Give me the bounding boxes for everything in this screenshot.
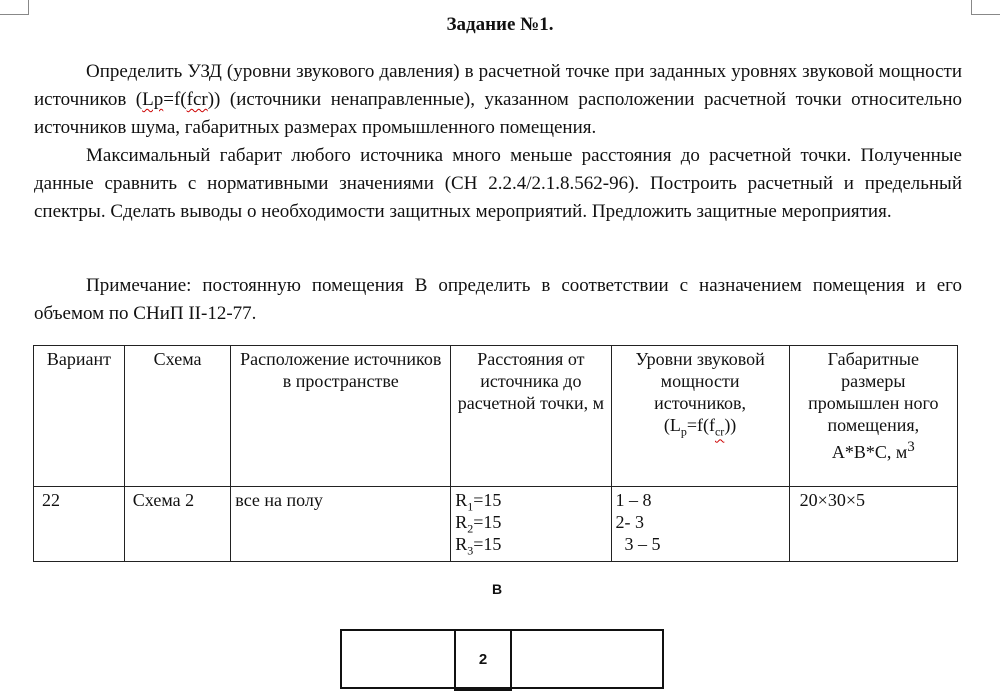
task-paragraph-1 xyxy=(34,58,962,142)
header-distance: Расстояния от источника до расчетной точки, м xyxy=(451,346,611,487)
variant-table xyxy=(33,345,958,562)
table-row xyxy=(34,487,958,562)
distance-label: R xyxy=(455,534,468,554)
scheme-label: B xyxy=(492,581,503,597)
task-paragraph-2: Максимальный габарит любого источника много меньше расстояния до расчетной точки. Полученные данные сравнить с нормативными значениями (СН 2.2.4/2.1.8.562-96). Построить расчетный и предельный спектры. Сделать выводы о необходимости защитных мероприятий. Предложить защитные мероприятия. xyxy=(34,145,962,222)
page-corner-mark-left xyxy=(0,0,29,15)
header-variant: Вариант xyxy=(34,346,125,487)
header-power xyxy=(611,346,789,487)
cell-placement: все на полу xyxy=(231,487,451,562)
distance-r2 xyxy=(455,511,606,536)
formula-end: )) xyxy=(724,415,737,435)
formula-sub-p: p xyxy=(680,424,687,439)
header-placement: Расположение источников в пространстве xyxy=(231,346,451,487)
table-header-row xyxy=(34,346,958,487)
distance-r1 xyxy=(455,489,606,514)
distance-sub: 2 xyxy=(467,521,474,536)
p1-text-before: Определить УЗД (уровни звукового давления) в расчетной точке при заданных уровнях звуковой мощности источников ( xyxy=(34,61,962,110)
p1-spellcheck-lp: Lp xyxy=(142,89,164,110)
header-dimensions-text: Габаритные размеры промышлен ного помещения, xyxy=(808,349,939,435)
header-dimensions-sup: 3 xyxy=(907,439,915,455)
cell-scheme: Схема 2 xyxy=(124,487,231,562)
distance-label: R xyxy=(455,512,468,532)
distance-sub: 1 xyxy=(467,499,474,514)
scheme-room-outline xyxy=(340,629,664,689)
power-level-2: 2- 3 xyxy=(615,512,644,532)
power-level-3: 3 – 5 xyxy=(615,534,661,554)
power-level-1: 1 – 8 xyxy=(615,490,652,510)
distance-label: R xyxy=(455,490,468,510)
cell-distances xyxy=(451,487,611,562)
formula-mid: =f(f xyxy=(686,415,715,435)
cell-variant: 22 xyxy=(34,487,125,562)
distance-sub: 3 xyxy=(467,543,474,558)
task-note: Примечание: постоянную помещения В определить в соответствии с назначением помещения и его объемом по СНиП II-12-77. xyxy=(34,275,962,324)
scheme-source-box: 2 xyxy=(454,629,512,691)
p1-text-after: )) (источники ненаправленные), указанном расположении расчетной точки относительно источников шума, габаритных размерах промышленного помещения. xyxy=(34,89,962,138)
header-power-formula xyxy=(663,415,737,439)
formula-L: (L xyxy=(663,415,681,435)
cell-power-levels xyxy=(611,487,789,562)
distance-value: =15 xyxy=(473,534,502,554)
p1-text-mid: =f( xyxy=(163,89,187,110)
task-title: Задание №1. xyxy=(446,14,554,35)
header-dimensions-formula: А*В*С, м xyxy=(831,442,908,462)
formula-sub-cr: cr xyxy=(714,424,725,439)
distance-value: =15 xyxy=(473,490,502,510)
distance-r3 xyxy=(455,533,606,558)
cell-dimensions: 20×30×5 xyxy=(789,487,957,562)
header-scheme: Схема xyxy=(124,346,231,487)
header-power-text: Уровни звуковой мощности источников, xyxy=(635,349,765,413)
p1-spellcheck-fcr: fcr xyxy=(186,89,208,110)
page-corner-mark-right xyxy=(971,0,1000,15)
distance-value: =15 xyxy=(473,512,502,532)
header-dimensions xyxy=(789,346,957,487)
